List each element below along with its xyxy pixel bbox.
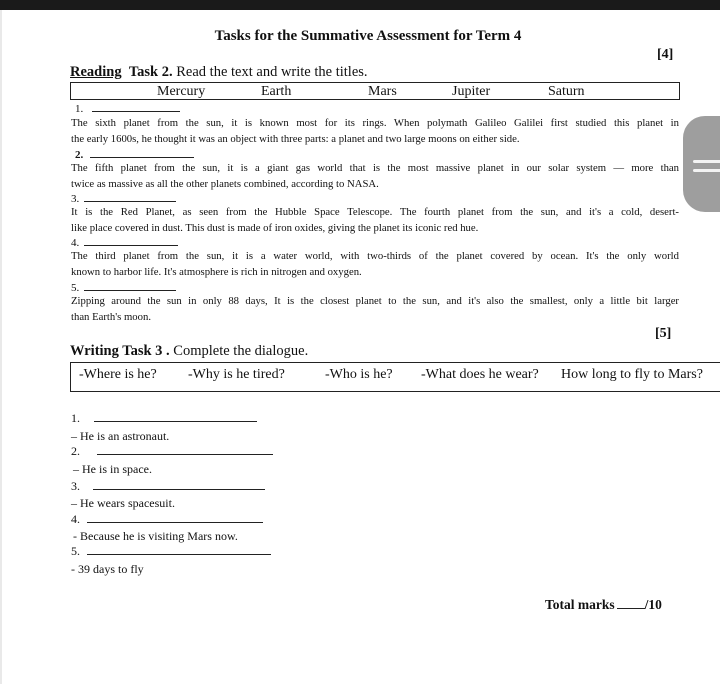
dialogue-answer-5: - 39 days to fly <box>71 562 144 576</box>
option-jupiter: Jupiter <box>452 84 491 99</box>
item-2-line: The fifth planet from the sun, it is a giant gas world that is the most massive planet in our solar system — more than <box>71 162 679 174</box>
question-blank[interactable] <box>87 544 271 555</box>
item-3-number: 3. <box>71 193 80 205</box>
question-how-long: How long to fly to Mars? <box>561 367 703 382</box>
title-blank[interactable] <box>84 235 178 246</box>
title-blank[interactable] <box>84 280 176 291</box>
writing-marks: [5] <box>655 326 672 341</box>
reading-item-1-text <box>71 116 679 147</box>
dialogue-answer-2: – He is in space. <box>73 462 152 476</box>
dialogue-item-number <box>71 512 263 527</box>
question-blank[interactable] <box>93 479 265 490</box>
reading-instruction: Read the text and write the titles. <box>176 64 368 80</box>
dialogue-item-number <box>71 411 257 426</box>
item-4-number: 4. <box>71 237 80 249</box>
dialogue-item-number <box>71 544 271 559</box>
reading-item-number <box>75 101 180 115</box>
total-marks <box>545 596 662 613</box>
top-bar <box>0 0 720 10</box>
item-5-line: Zipping around the sun in only 88 days, It is the closest planet to the sun, and it's also the smallest, only a little bit larger <box>71 295 679 307</box>
page-title: Tasks for the Summative Assessment for Term 4 <box>214 28 522 44</box>
total-marks-label: Total marks <box>545 597 615 612</box>
reading-item-2-text <box>71 161 679 192</box>
reading-label: Reading <box>70 64 122 80</box>
option-mercury: Mercury <box>157 84 206 99</box>
dialogue-4-number: 4. <box>71 512 80 526</box>
question-blank[interactable] <box>87 512 263 523</box>
title-blank[interactable] <box>84 191 176 202</box>
option-saturn: Saturn <box>548 84 585 99</box>
reading-item-4-text <box>71 249 679 280</box>
dialogue-2-number: 2. <box>71 444 80 458</box>
dialogue-answer-3: – He wears spacesuit. <box>71 496 175 510</box>
title-blank[interactable] <box>90 147 194 158</box>
reading-item-number <box>75 147 194 161</box>
dialogue-answer-1: – He is an astronaut. <box>71 429 170 443</box>
reading-item-number <box>71 191 176 205</box>
item-4-line: known to harbor life. It's atmosphere is rich in nitrogen and oxygen. <box>71 265 362 278</box>
item-1-line: the early 1600s, he thought it was an object with three parts: a planet and two large moons on either side. <box>71 132 520 145</box>
scroll-handle[interactable] <box>683 116 720 212</box>
item-1-line: The sixth planet from the sun, it is known most for its rings. When polymath Galileo Galilei first studied this planet in <box>71 117 679 129</box>
question-options-box <box>70 362 720 392</box>
dialogue-answer-4: - Because he is visiting Mars now. <box>73 529 238 543</box>
question-who: -Who is he? <box>325 367 393 382</box>
reading-task-number: Task 2. <box>128 64 173 80</box>
question-where: -Where is he? <box>79 367 157 382</box>
dialogue-item-number <box>71 479 265 494</box>
dialogue-3-number: 3. <box>71 479 80 493</box>
total-marks-out-of: /10 <box>644 597 662 612</box>
reading-item-number <box>71 280 176 294</box>
item-2-line: twice as massive as all the other planets combined, according to NASA. <box>71 177 379 190</box>
title-blank[interactable] <box>92 101 180 112</box>
reading-marks: [4] <box>657 47 674 62</box>
total-marks-blank[interactable] <box>617 596 645 609</box>
item-5-number: 5. <box>71 282 80 294</box>
grip-line <box>693 160 720 163</box>
question-blank[interactable] <box>94 411 257 422</box>
writing-instruction: Complete the dialogue. <box>173 343 309 359</box>
reading-item-5-text <box>71 294 679 325</box>
dialogue-item-number <box>71 444 273 459</box>
item-3-line: It is the Red Planet, as seen from the Hubble Space Telescope. The fourth planet from the sun, and it's a cold, desert- <box>71 206 679 218</box>
question-why: -Why is he tired? <box>188 367 285 382</box>
item-5-line: than Earth's moon. <box>71 310 151 323</box>
title-options-box <box>70 82 680 100</box>
item-3-line: like place covered in dust. This dust is made of iron oxides, giving the planet its iconic red hue. <box>71 221 479 234</box>
reading-heading <box>70 64 368 81</box>
dialogue-1-number: 1. <box>71 411 80 425</box>
option-mars: Mars <box>368 84 397 99</box>
left-edge <box>0 10 2 684</box>
question-blank[interactable] <box>97 444 273 455</box>
option-earth: Earth <box>261 84 292 99</box>
item-1-number: 1. <box>75 103 84 115</box>
item-4-line: The third planet from the sun, it is a water world, with two-thirds of the planet covered by ocean. It's the only world <box>71 250 679 262</box>
item-2-number: 2. <box>75 149 84 161</box>
writing-task-number: Writing Task 3 . <box>70 343 170 359</box>
reading-item-number <box>71 235 178 249</box>
question-what: -What does he wear? <box>421 367 539 382</box>
grip-line <box>693 169 720 172</box>
writing-heading <box>70 343 308 360</box>
dialogue-5-number: 5. <box>71 544 80 558</box>
reading-item-3-text <box>71 205 679 236</box>
